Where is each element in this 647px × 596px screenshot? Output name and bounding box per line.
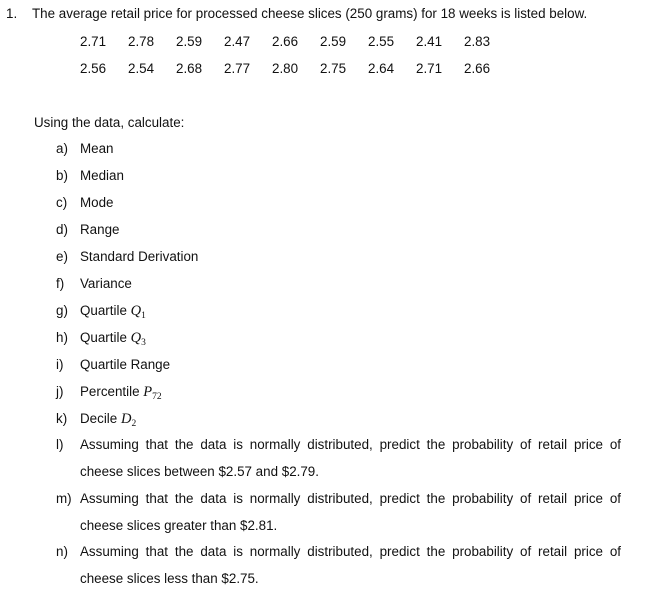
item-text: Mode: [80, 195, 114, 210]
data-value: 2.41: [416, 34, 443, 49]
data-value: 2.59: [176, 34, 203, 49]
item-text-wrap: [80, 330, 146, 347]
item-text-line2: cheese slices between $2.57 and $2.79.: [80, 464, 319, 479]
item-letter: c): [56, 195, 68, 210]
item-letter: i): [56, 357, 64, 372]
math-symbol: [131, 303, 146, 319]
item-text: Variance: [80, 276, 132, 291]
data-value: 2.83: [464, 34, 491, 49]
math-subscript: 2: [131, 419, 137, 429]
data-value: 2.64: [368, 61, 395, 76]
data-value: 2.75: [320, 61, 347, 76]
item-text: Mean: [80, 141, 114, 156]
item-text: Quartile: [80, 330, 127, 345]
item-letter: e): [56, 249, 68, 264]
item-letter: m): [56, 491, 72, 506]
math-subscript: 3: [141, 338, 146, 348]
item-text-line1: Assuming that the data is normally distributed, predict the probability of retail price of: [80, 544, 621, 559]
math-letter: P: [143, 384, 153, 400]
data-value: 2.71: [416, 61, 443, 76]
math-subscript: 72: [152, 392, 162, 402]
data-value: 2.59: [320, 34, 347, 49]
data-value: 2.68: [176, 61, 203, 76]
item-letter: j): [56, 384, 64, 399]
item-letter: k): [56, 411, 68, 426]
item-letter: h): [56, 330, 68, 345]
item-text-line2: cheese slices greater than $2.81.: [80, 518, 278, 533]
data-value: 2.77: [224, 61, 251, 76]
item-text-wrap: [80, 384, 162, 401]
item-letter: n): [56, 544, 68, 559]
item-letter: l): [56, 437, 64, 452]
item-letter: d): [56, 222, 68, 237]
item-text-line2: cheese slices less than $2.75.: [80, 571, 259, 586]
data-value: 2.78: [128, 34, 155, 49]
item-letter: g): [56, 303, 68, 318]
data-value: 2.54: [128, 61, 155, 76]
item-text-line1: Assuming that the data is normally distributed, predict the probability of retail price of: [80, 491, 621, 506]
question-number: 1.: [6, 6, 18, 21]
item-text-line1: Assuming that the data is normally distributed, predict the probability of retail price of: [80, 437, 621, 452]
item-text: Quartile: [80, 303, 127, 318]
data-value: 2.71: [80, 34, 107, 49]
item-letter: a): [56, 141, 68, 156]
math-letter: Q: [130, 330, 142, 346]
data-value: 2.56: [80, 61, 107, 76]
question-header: [6, 6, 587, 21]
data-value: 2.66: [272, 34, 299, 49]
math-letter: D: [120, 411, 132, 427]
instructions-intro: Using the data, calculate:: [34, 115, 185, 130]
math-subscript: 1: [141, 311, 146, 321]
item-letter: b): [56, 168, 68, 183]
data-value: 2.66: [464, 61, 491, 76]
item-text-wrap: [80, 303, 146, 320]
item-text: Median: [80, 168, 124, 183]
item-text: Decile: [80, 411, 118, 426]
data-value: 2.47: [224, 34, 251, 49]
item-text: Percentile: [80, 384, 140, 399]
data-value: 2.80: [272, 61, 299, 76]
data-value: 2.55: [368, 34, 395, 49]
item-text: Quartile Range: [80, 357, 171, 372]
question-text: The average retail price for processed cheese slices (250 grams) for 18 weeks is listed below.: [32, 6, 588, 21]
item-text-wrap: [80, 411, 136, 428]
item-text: Standard Derivation: [80, 249, 199, 264]
math-letter: Q: [130, 303, 142, 319]
math-symbol: [131, 330, 146, 346]
item-letter: f): [56, 276, 65, 291]
item-text: Range: [80, 222, 120, 237]
math-symbol: [143, 384, 161, 400]
math-symbol: [121, 411, 136, 427]
